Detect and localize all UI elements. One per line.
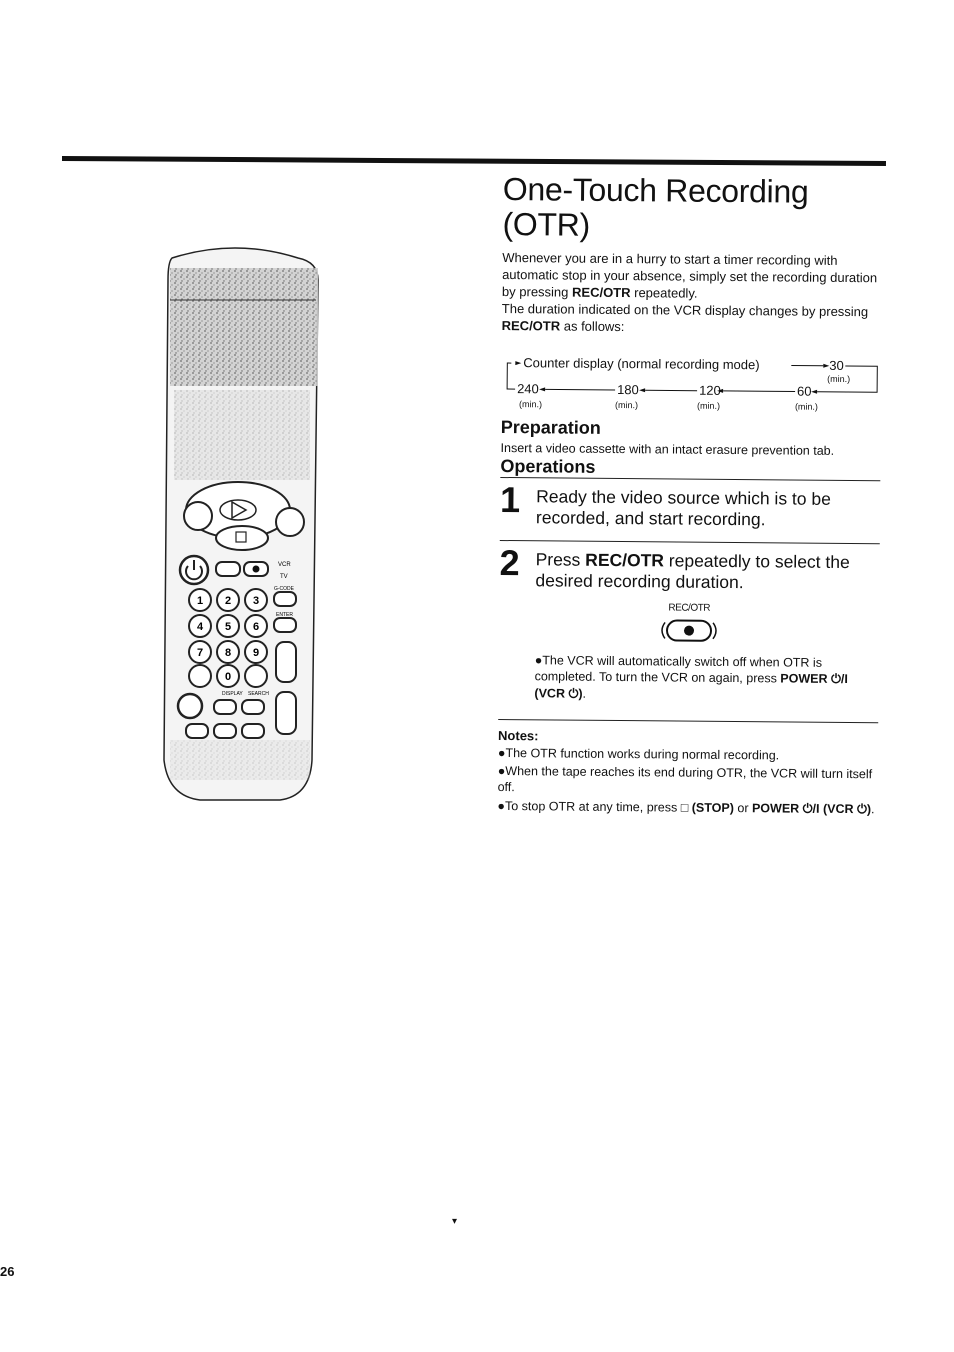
intro-paragraph-1: Whenever you are in a hurry to start a timer recording with automatic stop in your absence, simply set the recording duration by pressing REC/OTR repeatedly. bbox=[501, 250, 878, 301]
cycle-unit-120: (min.) bbox=[696, 400, 721, 411]
notes-section bbox=[497, 728, 878, 817]
remote-label-search: SEARCH bbox=[248, 691, 269, 697]
step-2 bbox=[499, 542, 879, 594]
remote-display-window bbox=[170, 268, 318, 386]
preparation-text: Insert a video cassette with an intact erasure prevention tab. bbox=[500, 440, 835, 458]
notes-heading: Notes: bbox=[498, 727, 539, 744]
cycle-unit-60: (min.) bbox=[794, 401, 819, 412]
cycle-value-60: 60 bbox=[797, 383, 812, 399]
step-1 bbox=[499, 479, 880, 531]
note-item-2: ●When the tape reaches its end during OTR, the VCR will turn itself off. bbox=[497, 764, 873, 795]
step-1-number: 1 bbox=[499, 479, 521, 521]
step-divider bbox=[500, 540, 880, 544]
cycle-value-120: 120 bbox=[699, 382, 721, 398]
cycle-unit-30: (min.) bbox=[827, 373, 851, 384]
power-button-tv bbox=[178, 694, 202, 718]
intro-paragraph-2: The duration indicated on the VCR display changes by pressing REC/OTR as follows: bbox=[501, 301, 869, 335]
stop-button bbox=[216, 526, 268, 550]
cycle-unit-240: (min.) bbox=[518, 398, 543, 410]
remote-label-tv: TV bbox=[280, 574, 288, 580]
preparation-heading: Preparation bbox=[500, 416, 601, 438]
speck-mark: ▾ bbox=[452, 1216, 458, 1227]
cycle-counter-display: Counter display (normal recording mode) bbox=[523, 355, 760, 373]
note-item-1: ●The OTR function works during normal recording. bbox=[497, 745, 780, 763]
cycle-value-240: 240 bbox=[517, 380, 539, 397]
digit-9: 9 bbox=[252, 647, 260, 659]
digit-4: 4 bbox=[196, 621, 204, 633]
cycle-unit-180: (min.) bbox=[614, 399, 639, 411]
step-2-text: Press REC/OTR repeatedly to select the desired recording duration. bbox=[535, 549, 850, 593]
step-2-number: 2 bbox=[499, 542, 520, 584]
operations-heading: Operations bbox=[500, 456, 596, 477]
remote-label-enter: ENTER bbox=[276, 612, 293, 618]
note-item-3: ●To stop OTR at any time, press □ (STOP) or POWER ⏻/I (VCR ⏻). bbox=[497, 798, 875, 816]
digit-6: 6 bbox=[252, 621, 260, 633]
digit-8: 8 bbox=[224, 647, 232, 659]
remote-control-illustration bbox=[150, 240, 320, 805]
remote-label-vcr: VCR bbox=[278, 562, 291, 568]
page-number: 26 bbox=[0, 1264, 15, 1279]
cycle-value-180: 180 bbox=[617, 381, 639, 398]
remote-label-display: DISPLAY bbox=[222, 691, 243, 697]
auto-off-note: ●The VCR will automatically switch off when OTR is completed. To turn the VCR on again, press POWER ⏻/I (VCR ⏻). bbox=[534, 653, 848, 701]
digit-5: 5 bbox=[224, 621, 232, 633]
digit-0: 0 bbox=[224, 671, 232, 683]
rec-otr-button-illustration bbox=[499, 601, 879, 645]
intro-text bbox=[502, 250, 883, 338]
top-rule bbox=[62, 156, 886, 166]
page-title: One-Touch Recording (OTR) bbox=[502, 171, 809, 243]
duration-cycle-diagram bbox=[501, 345, 882, 420]
step-1-text: Ready the video source which is to be recorded, and start recording. bbox=[535, 486, 831, 530]
rec-otr-label: REC/OTR bbox=[668, 602, 710, 614]
notes-divider bbox=[498, 719, 878, 723]
digit-7: 7 bbox=[196, 647, 204, 659]
digit-3: 3 bbox=[252, 595, 260, 607]
cycle-value-30: 30 bbox=[829, 357, 844, 373]
main-content bbox=[497, 172, 883, 817]
digit-2: 2 bbox=[224, 595, 232, 607]
rec-otr-button-icon bbox=[661, 617, 717, 643]
remote-label-gcode: G-CODE bbox=[274, 586, 294, 592]
digit-1: 1 bbox=[196, 595, 204, 607]
